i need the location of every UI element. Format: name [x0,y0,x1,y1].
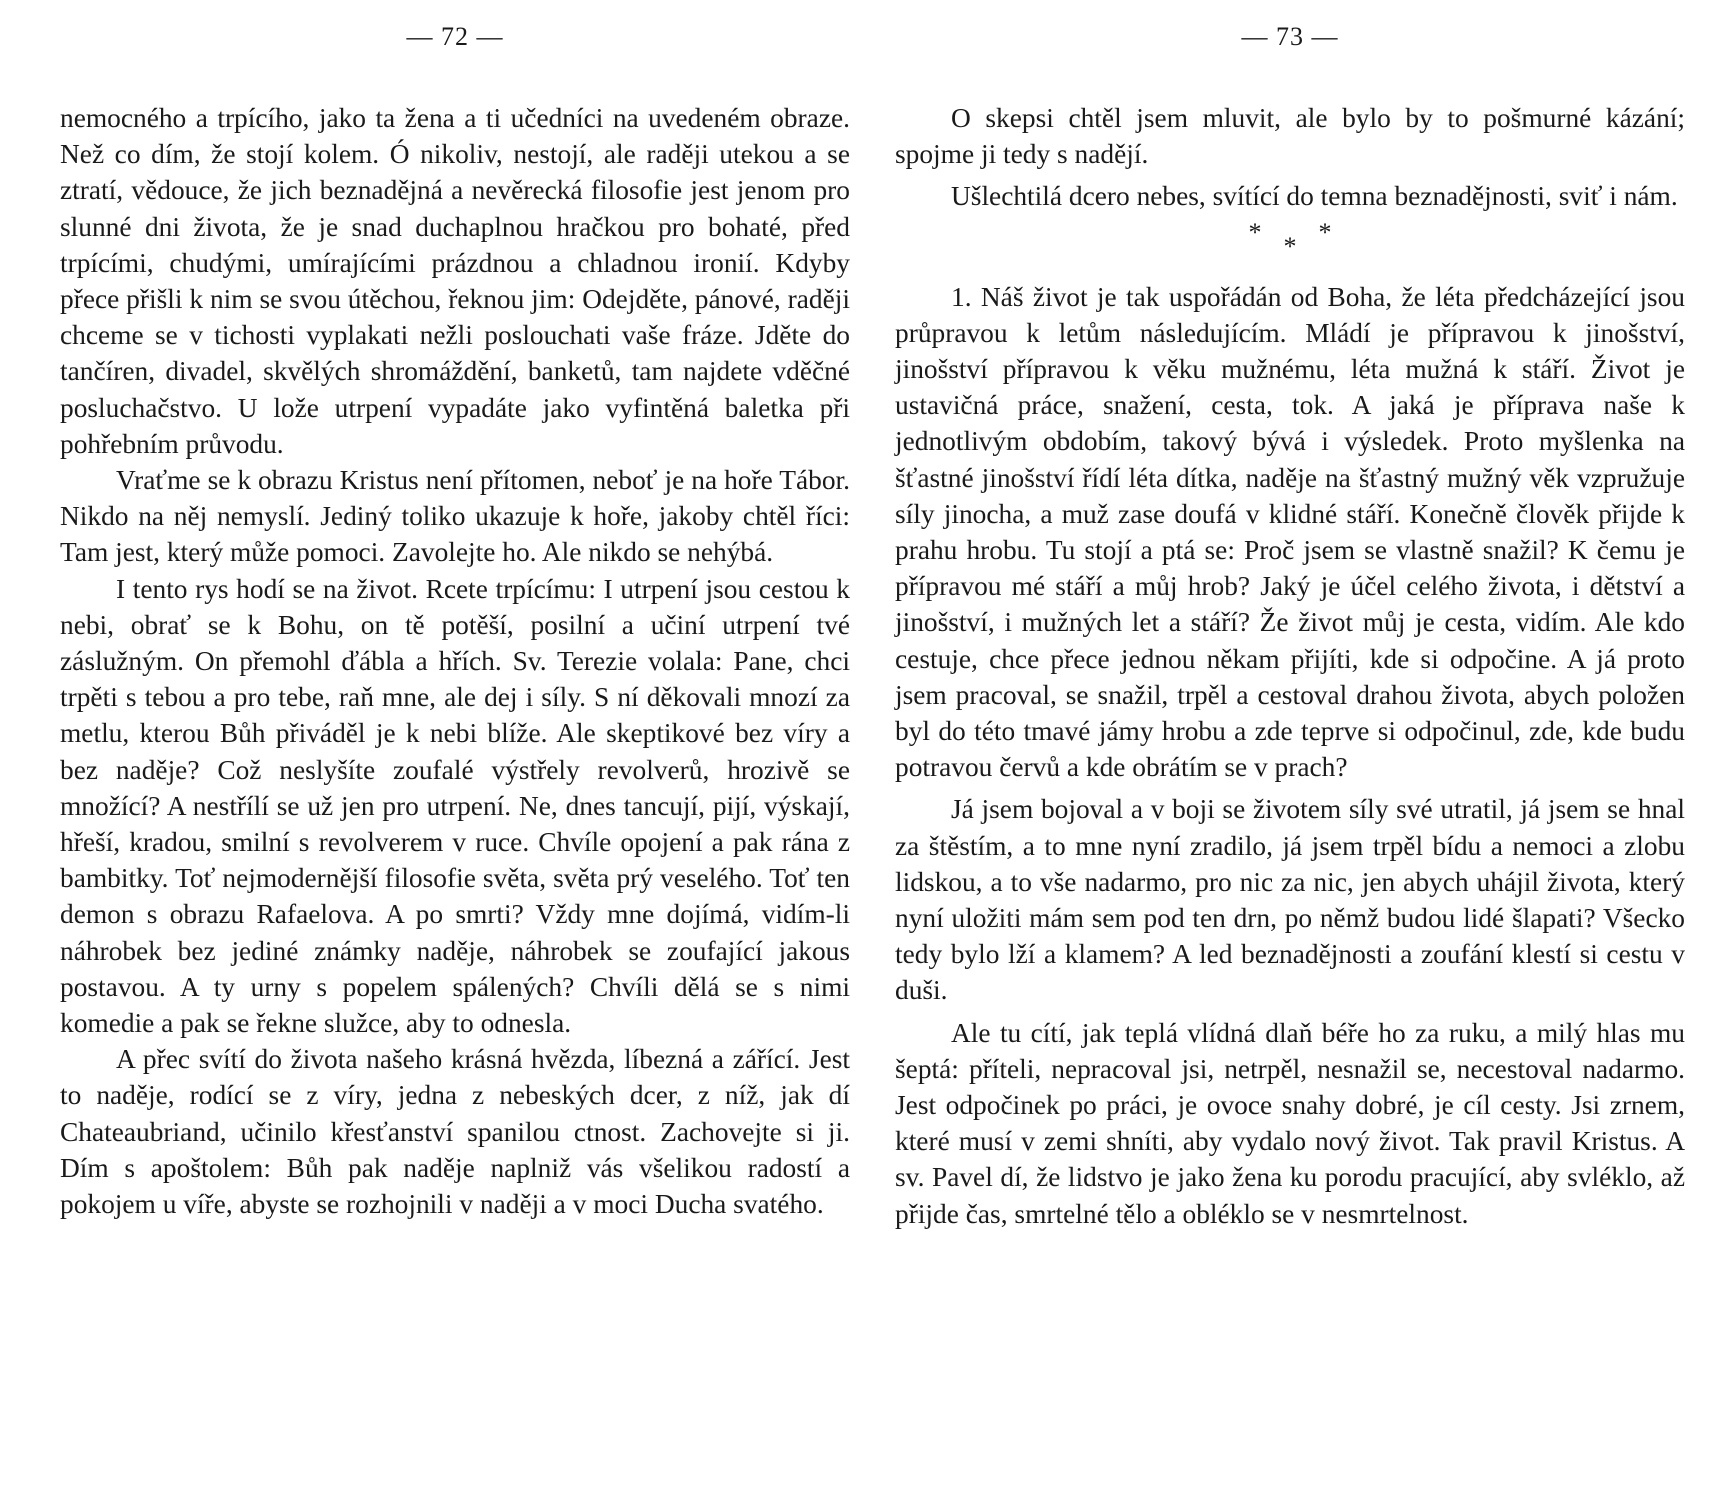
paragraph: nemocného a trpícího, jako ta žena a ti učedníci na uvedeném obraze. Než co dím, že stojí kolem. Ó nikoliv, nestojí, ale raději utekou a se ztratí, vědouce, že jich beznadějná a nevěrecká filosofie jest jenom pro slunné dni života, že je snad duchaplnou hračkou pro bohaté, před trpícími, chudými, umírajícími prázdnou a chladnou ironií. Kdyby přece přišli k nim se svou útěchou, řeknou jim: Odejděte, pánové, raději chceme se v tichosti vyplakati nežli poslouchati vaše fráze. Jděte do tančíren, divadel, skvělých shromáždění, banketů, tam najdete vděčné posluchačstvo. U lože utrpení vypadáte jako vyfintěná baletka při pohřebním průvodu. [60,103,850,459]
paragraph: Ušlechtilá dcero nebes, svítící do temna beznadějnosti, sviť i nám. [951,181,1678,212]
asterism: * * * [1248,217,1332,261]
paragraph: I tento rys hodí se na život. Rcete trpícímu: I utrpení jsou cestou k nebi, obrať se k Bohu, on tě potěší, posilní a učiní utrpení tvé záslužným. On přemohl ďábla a hřích. Sv. Terezie volala: Pane, chci trpěti s tebou a pro tebe, raň mne, ale dej i síly. S ní děkovali mnozí za metlu, kterou Bůh přiváděl je k nebi blíže. Ale skeptikové bez víry a bez naděje? Což neslyšíte zoufalé výstřely revolverů, hrozivě se množící? A nestřílí se už jen pro utrpení. Ne, dnes tancují, pijí, výskají, hřeší, kradou, smilní s revolverem v ruce. Chvíle opojení a pak rána z bambitky. Toť nejmodernější filosofie světa, světa prý veselého. Toť ten demon s obrazu Rafaelova. A po smrti? Vždy mne dojímá, vidím-li náhrobek bez jediné známky naděje, náhrobek se zoufající jakous postavou. A ty urny s popelem spálených? Chvíli dělá se s nimi komedie a pak se řekne služce, aby to odnesla. [60,573,850,1039]
left-page [60,0,850,1500]
paragraph: O skepsi chtěl jsem mluvit, ale bylo by to pošmurné kázání; spojme ji tedy s nadějí. [895,103,1685,170]
paragraph: Já jsem bojoval a v boji se životem síly své utratil, já jsem se hnal za štěstím, a to mne nyní zradilo, já jsem trpěl bídu a nemoci a zlobu lidskou, a to vše nadarmo, pro nic za nic, jen abych uhájil života, který nyní uložiti mám sem pod ten drn, po němž budou lidé šlapati? Všecko tedy bylo lží a klamem? A led beznadějnosti a zoufání klestí si cestu v duši. [895,794,1685,1006]
section-divider-stars [895,215,1685,271]
paragraph: A přec svítí do života našeho krásná hvězda, líbezná a zářící. Jest to naděje, rodící se z víry, jedna z nebeských dcer, z níž, jak dí Chateaubriand, učinilo křesťanství spanilou ctnost. Zachovejte si ji. Dím s apoštolem: Bůh pak naděje naplniž vás všelikou radostí a pokojem u víře, abyste se rozhojnili v naději a v moci Ducha svatého. [60,1044,850,1220]
right-page-text [895,100,1685,1232]
page-number-right: — 73 — [1241,22,1339,51]
left-page-text [60,100,850,1222]
page-number-left: — 72 — [406,22,504,51]
paragraph: Ale tu cítí, jak teplá vlídná dlaň béře ho za ruku, a milý hlas mu šeptá: příteli, nepracoval jsi, netrpěl, nesnažil se, necestoval nadarmo. Jest odpočinek po práci, je ovoce snahy dobré, je cíl cesty. Jsi zrnem, které musí v zemi shníti, aby vydalo nový život. Tak pravil Kristus. A sv. Pavel dí, že lidstvo je jako žena ku porodu pracující, aby svléklo, až přijde čas, smrtelné tělo a obléklo se v nesmrtelnost. [895,1017,1685,1229]
paragraph: 1. Náš život je tak uspořádán od Boha, že léta předcházející jsou průpravou k letům následujícím. Mládí je přípravou k jinošství, jinošství přípravou k věku mužnému, léta mužná k stáří. Život je ustavičná práce, snažení, cesta, tok. A jaká je příprava naše k jednotlivým obdobím, takový bývá i výsledek. Proto myšlenka na šťastné jinošství řídí léta dítka, naděje na šťastný mužný věk vzpružuje síly jinocha, a muž zase doufá v klidné stáří. Konečně člověk přijde k prahu hrobu. Tu stojí a ptá se: Proč jsem se vlastně snažil? K čemu je přípravou mé stáří a můj hrob? Jaký je účel celého života, i dětství a jinošství, i mužných let a stáří? Že život můj je cesta, vidím. Ale kdo cestuje, chce přece jednou někam přijíti, kde si odpočine. A já proto jsem pracoval, se snažil, trpěl a cestoval drahou života, abych položen byl do této tmavé jámy hrobu a zde teprve si odpočinul, zde, kde budu potravou červů a kde obrátím se v prach? [895,281,1685,783]
paragraph: Vraťme se k obrazu Kristus není přítomen, neboť je na hoře Tábor. Nikdo na něj nemyslí. Jediný toliko ukazuje k hoře, jakoby chtěl říci: Tam jest, který může pomoci. Zavolejte ho. Ale nikdo se nehýbá. [60,465,850,568]
right-page [895,0,1685,1500]
